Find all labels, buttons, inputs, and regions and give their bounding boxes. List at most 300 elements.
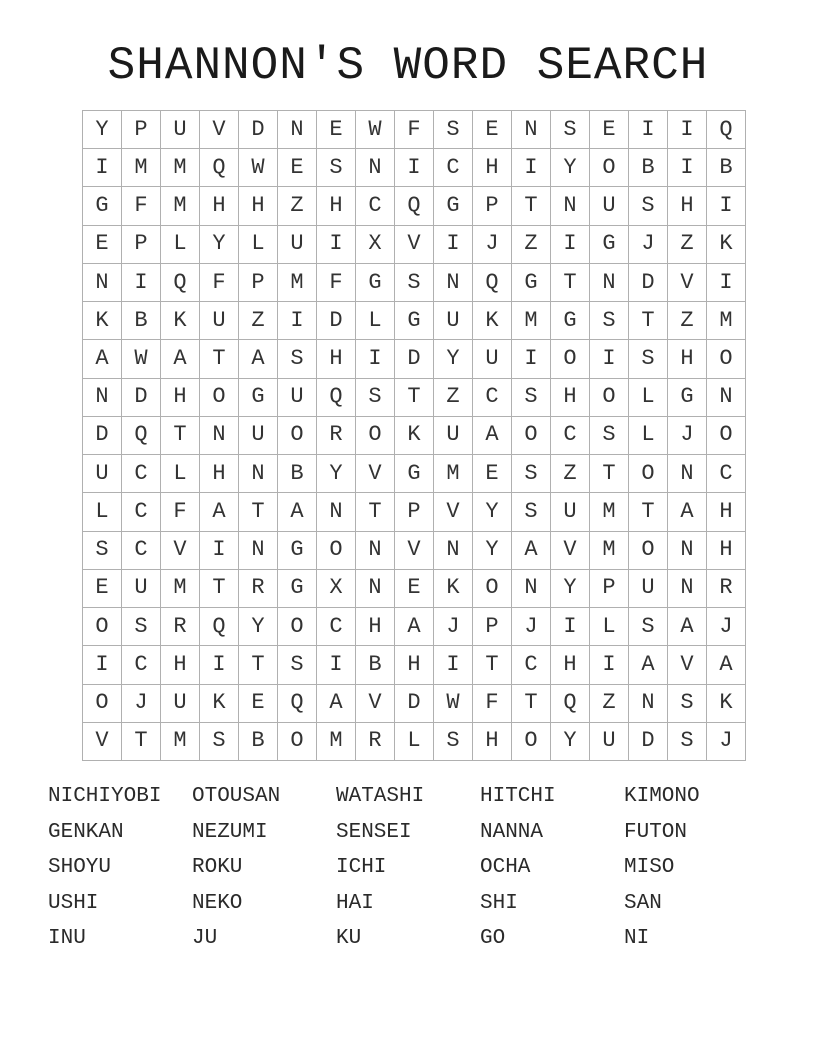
grid-cell[interactable]: I	[707, 187, 746, 225]
grid-cell[interactable]: H	[668, 187, 707, 225]
grid-cell[interactable]: M	[590, 493, 629, 531]
grid-cell[interactable]: K	[707, 225, 746, 263]
grid-cell[interactable]: L	[83, 493, 122, 531]
grid-cell[interactable]: E	[473, 455, 512, 493]
grid-cell[interactable]: S	[551, 111, 590, 149]
grid-cell[interactable]: N	[512, 111, 551, 149]
grid-cell[interactable]: H	[200, 187, 239, 225]
grid-cell[interactable]: U	[161, 111, 200, 149]
grid-cell[interactable]: H	[473, 722, 512, 760]
grid-cell[interactable]: S	[590, 302, 629, 340]
grid-cell[interactable]: L	[629, 416, 668, 454]
grid-cell[interactable]: G	[590, 225, 629, 263]
grid-cell[interactable]: J	[668, 416, 707, 454]
grid-row	[83, 416, 746, 454]
grid-cell[interactable]: B	[707, 149, 746, 187]
grid-cell[interactable]: Z	[512, 225, 551, 263]
grid-cell[interactable]: I	[629, 111, 668, 149]
grid-cell[interactable]: N	[200, 416, 239, 454]
grid-cell[interactable]: C	[122, 646, 161, 684]
grid-cell[interactable]: A	[161, 340, 200, 378]
grid-cell[interactable]: A	[668, 608, 707, 646]
grid-cell[interactable]: N	[239, 455, 278, 493]
grid-cell[interactable]: S	[590, 416, 629, 454]
grid-cell[interactable]: N	[434, 531, 473, 569]
grid-cell[interactable]: A	[512, 531, 551, 569]
grid-cell[interactable]: T	[473, 646, 512, 684]
grid-cell[interactable]: W	[434, 684, 473, 722]
grid-cell[interactable]: O	[707, 340, 746, 378]
grid-cell[interactable]: V	[434, 493, 473, 531]
grid-cell[interactable]: Q	[317, 378, 356, 416]
grid-cell[interactable]: K	[473, 302, 512, 340]
grid-cell[interactable]: D	[629, 263, 668, 301]
grid-cell[interactable]: E	[473, 111, 512, 149]
grid-cell[interactable]: E	[278, 149, 317, 187]
grid-cell[interactable]: U	[278, 378, 317, 416]
grid-cell[interactable]: R	[239, 569, 278, 607]
grid-cell[interactable]: K	[161, 302, 200, 340]
grid-cell[interactable]: A	[668, 493, 707, 531]
grid-cell[interactable]: B	[356, 646, 395, 684]
grid-cell[interactable]: S	[200, 722, 239, 760]
grid-cell[interactable]: T	[356, 493, 395, 531]
grid-cell[interactable]: O	[629, 531, 668, 569]
grid-cell[interactable]: V	[356, 455, 395, 493]
grid-cell[interactable]: G	[668, 378, 707, 416]
grid-cell[interactable]: Y	[83, 111, 122, 149]
grid-cell[interactable]: H	[707, 493, 746, 531]
grid-cell[interactable]: S	[395, 263, 434, 301]
grid-cell[interactable]: I	[707, 263, 746, 301]
grid-cell[interactable]: U	[83, 455, 122, 493]
grid-cell[interactable]: M	[590, 531, 629, 569]
grid-cell[interactable]: H	[239, 187, 278, 225]
grid-cell[interactable]: T	[629, 302, 668, 340]
grid-cell[interactable]: P	[122, 111, 161, 149]
grid-cell[interactable]: A	[629, 646, 668, 684]
grid-cell[interactable]: G	[356, 263, 395, 301]
grid-cell[interactable]: O	[317, 531, 356, 569]
grid-cell[interactable]: I	[434, 225, 473, 263]
grid-cell[interactable]: S	[512, 455, 551, 493]
grid-cell[interactable]: G	[239, 378, 278, 416]
grid-cell[interactable]: K	[434, 569, 473, 607]
grid-cell[interactable]: F	[122, 187, 161, 225]
grid-cell[interactable]: N	[356, 569, 395, 607]
grid-cell[interactable]: L	[161, 225, 200, 263]
grid-cell[interactable]: L	[629, 378, 668, 416]
grid-cell[interactable]: J	[122, 684, 161, 722]
grid-cell[interactable]: M	[161, 569, 200, 607]
grid-cell[interactable]: I	[83, 149, 122, 187]
grid-cell[interactable]: Q	[473, 263, 512, 301]
grid-cell[interactable]: Q	[395, 187, 434, 225]
grid-cell[interactable]: S	[629, 608, 668, 646]
grid-cell[interactable]: J	[629, 225, 668, 263]
grid-cell[interactable]: Y	[434, 340, 473, 378]
grid-cell[interactable]: Y	[317, 455, 356, 493]
grid-row	[83, 187, 746, 225]
grid-cell[interactable]: G	[83, 187, 122, 225]
grid-cell[interactable]: J	[473, 225, 512, 263]
grid-cell[interactable]: T	[200, 340, 239, 378]
grid-cell[interactable]: I	[512, 149, 551, 187]
grid-cell[interactable]: A	[707, 646, 746, 684]
grid-cell[interactable]: C	[512, 646, 551, 684]
grid-cell[interactable]: S	[434, 722, 473, 760]
grid-cell[interactable]: D	[239, 111, 278, 149]
grid-cell[interactable]: B	[122, 302, 161, 340]
grid-cell[interactable]: E	[395, 569, 434, 607]
grid-cell[interactable]: O	[590, 378, 629, 416]
grid-cell[interactable]: I	[83, 646, 122, 684]
grid-cell[interactable]: N	[668, 569, 707, 607]
grid-cell[interactable]: N	[668, 455, 707, 493]
grid-cell[interactable]: E	[590, 111, 629, 149]
grid-cell[interactable]: Q	[200, 149, 239, 187]
grid-cell[interactable]: T	[629, 493, 668, 531]
grid-cell[interactable]: N	[668, 531, 707, 569]
grid-cell[interactable]: A	[395, 608, 434, 646]
grid-cell[interactable]: S	[629, 187, 668, 225]
grid-cell[interactable]: U	[122, 569, 161, 607]
word-list-item: HAI	[336, 891, 374, 915]
grid-cell[interactable]: Q	[122, 416, 161, 454]
grid-cell[interactable]: N	[590, 263, 629, 301]
grid-cell[interactable]: H	[473, 149, 512, 187]
grid-cell[interactable]: U	[629, 569, 668, 607]
grid-cell[interactable]: J	[512, 608, 551, 646]
grid-cell[interactable]: N	[239, 531, 278, 569]
grid-cell[interactable]: A	[200, 493, 239, 531]
grid-cell[interactable]: F	[161, 493, 200, 531]
grid-cell[interactable]: V	[395, 531, 434, 569]
grid-cell[interactable]: S	[668, 684, 707, 722]
grid-cell[interactable]: I	[122, 263, 161, 301]
grid-cell[interactable]: G	[395, 455, 434, 493]
grid-cell[interactable]: U	[434, 416, 473, 454]
grid-cell[interactable]: I	[200, 531, 239, 569]
grid-cell[interactable]: L	[590, 608, 629, 646]
grid-cell[interactable]: V	[200, 111, 239, 149]
grid-cell[interactable]: G	[434, 187, 473, 225]
grid-cell[interactable]: G	[551, 302, 590, 340]
grid-cell[interactable]: V	[83, 722, 122, 760]
grid-cell[interactable]: D	[83, 416, 122, 454]
grid-cell[interactable]: I	[668, 111, 707, 149]
grid-cell[interactable]: A	[473, 416, 512, 454]
grid-cell[interactable]: E	[317, 111, 356, 149]
grid-cell[interactable]: C	[122, 531, 161, 569]
grid-cell[interactable]: X	[356, 225, 395, 263]
grid-cell[interactable]: S	[434, 111, 473, 149]
grid-cell[interactable]: Q	[551, 684, 590, 722]
grid-cell[interactable]: V	[668, 263, 707, 301]
grid-cell[interactable]: H	[551, 646, 590, 684]
grid-cell[interactable]: T	[512, 187, 551, 225]
grid-cell[interactable]: Y	[239, 608, 278, 646]
grid-cell[interactable]: W	[239, 149, 278, 187]
grid-cell[interactable]: O	[278, 608, 317, 646]
grid-cell[interactable]: R	[707, 569, 746, 607]
grid-cell[interactable]: C	[551, 416, 590, 454]
grid-cell[interactable]: U	[200, 302, 239, 340]
grid-cell[interactable]: N	[83, 378, 122, 416]
grid-cell[interactable]: N	[83, 263, 122, 301]
grid-cell[interactable]: U	[590, 722, 629, 760]
grid-cell[interactable]: R	[161, 608, 200, 646]
grid-cell[interactable]: H	[707, 531, 746, 569]
grid-cell[interactable]: N	[317, 493, 356, 531]
grid-cell[interactable]: L	[395, 722, 434, 760]
grid-cell[interactable]: I	[278, 302, 317, 340]
grid-cell[interactable]: M	[278, 263, 317, 301]
grid-cell[interactable]: W	[122, 340, 161, 378]
grid-cell[interactable]: H	[356, 608, 395, 646]
grid-cell[interactable]: Q	[200, 608, 239, 646]
grid-cell[interactable]: P	[473, 187, 512, 225]
grid-cell[interactable]: H	[317, 187, 356, 225]
grid-cell[interactable]: J	[434, 608, 473, 646]
grid-cell[interactable]: Y	[551, 722, 590, 760]
word-list-item: OCHA	[480, 856, 531, 880]
grid-cell[interactable]: N	[551, 187, 590, 225]
grid-cell[interactable]: V	[161, 531, 200, 569]
grid-cell[interactable]: L	[161, 455, 200, 493]
grid-cell[interactable]: O	[551, 340, 590, 378]
grid-cell[interactable]: S	[278, 340, 317, 378]
grid-cell[interactable]: I	[395, 149, 434, 187]
grid-cell[interactable]: O	[512, 416, 551, 454]
grid-cell[interactable]: Z	[434, 378, 473, 416]
grid-cell[interactable]: K	[707, 684, 746, 722]
grid-cell[interactable]: N	[512, 569, 551, 607]
grid-cell[interactable]: G	[278, 531, 317, 569]
grid-cell[interactable]: K	[395, 416, 434, 454]
grid-cell[interactable]: C	[434, 149, 473, 187]
grid-cell[interactable]: H	[317, 340, 356, 378]
grid-cell[interactable]: H	[161, 378, 200, 416]
grid-cell[interactable]: U	[278, 225, 317, 263]
grid-cell[interactable]: F	[395, 111, 434, 149]
grid-cell[interactable]: U	[239, 416, 278, 454]
grid-cell[interactable]: V	[395, 225, 434, 263]
grid-cell[interactable]: Y	[551, 569, 590, 607]
grid-cell[interactable]: V	[356, 684, 395, 722]
grid-cell[interactable]: H	[200, 455, 239, 493]
grid-cell[interactable]: Y	[473, 531, 512, 569]
grid-cell[interactable]: O	[707, 416, 746, 454]
grid-cell[interactable]: N	[707, 378, 746, 416]
grid-cell[interactable]: M	[161, 187, 200, 225]
word-list-item: HITCHI	[480, 785, 556, 809]
grid-cell[interactable]: I	[317, 646, 356, 684]
grid-cell[interactable]: M	[317, 722, 356, 760]
grid-cell[interactable]: N	[278, 111, 317, 149]
grid-cell[interactable]: J	[707, 608, 746, 646]
grid-cell[interactable]: C	[356, 187, 395, 225]
grid-cell[interactable]: T	[512, 684, 551, 722]
grid-cell[interactable]: O	[83, 684, 122, 722]
grid-cell[interactable]: D	[317, 302, 356, 340]
grid-cell[interactable]: Y	[551, 149, 590, 187]
grid-cell[interactable]: S	[512, 378, 551, 416]
grid-cell[interactable]: T	[590, 455, 629, 493]
grid-cell[interactable]: I	[434, 646, 473, 684]
grid-cell[interactable]: S	[629, 340, 668, 378]
grid-cell[interactable]: U	[551, 493, 590, 531]
grid-cell[interactable]: F	[473, 684, 512, 722]
grid-cell[interactable]: P	[122, 225, 161, 263]
grid-cell[interactable]: L	[356, 302, 395, 340]
grid-cell[interactable]: O	[629, 455, 668, 493]
grid-cell[interactable]: K	[200, 684, 239, 722]
grid-row	[83, 302, 746, 340]
grid-cell[interactable]: O	[356, 416, 395, 454]
grid-cell[interactable]: M	[434, 455, 473, 493]
grid-cell[interactable]: A	[239, 340, 278, 378]
grid-cell[interactable]: L	[239, 225, 278, 263]
grid-cell[interactable]: O	[278, 722, 317, 760]
grid-cell[interactable]: T	[122, 722, 161, 760]
grid-cell[interactable]: I	[590, 646, 629, 684]
grid-cell[interactable]: Q	[278, 684, 317, 722]
grid-row	[83, 722, 746, 760]
grid-cell[interactable]: C	[122, 455, 161, 493]
grid-cell[interactable]: U	[161, 684, 200, 722]
grid-cell[interactable]: R	[317, 416, 356, 454]
grid-cell[interactable]: Z	[551, 455, 590, 493]
grid-cell[interactable]: C	[122, 493, 161, 531]
grid-cell[interactable]: Z	[590, 684, 629, 722]
grid-cell[interactable]: T	[161, 416, 200, 454]
grid-cell[interactable]: D	[395, 340, 434, 378]
grid-cell[interactable]: S	[356, 378, 395, 416]
grid-cell[interactable]: N	[356, 149, 395, 187]
grid-cell[interactable]: P	[590, 569, 629, 607]
grid-cell[interactable]: C	[473, 378, 512, 416]
grid-cell[interactable]: M	[161, 149, 200, 187]
grid-cell[interactable]: I	[551, 608, 590, 646]
grid-cell[interactable]: U	[473, 340, 512, 378]
grid-cell[interactable]: I	[668, 149, 707, 187]
word-list-item: KU	[336, 927, 362, 951]
grid-cell[interactable]: A	[83, 340, 122, 378]
grid-cell[interactable]: E	[83, 569, 122, 607]
grid-cell[interactable]: E	[239, 684, 278, 722]
grid-cell[interactable]: H	[395, 646, 434, 684]
grid-cell[interactable]: N	[629, 684, 668, 722]
grid-cell[interactable]: G	[512, 263, 551, 301]
grid-cell[interactable]: M	[161, 722, 200, 760]
grid-cell[interactable]: O	[512, 722, 551, 760]
grid-cell[interactable]: F	[200, 263, 239, 301]
grid-cell[interactable]: P	[395, 493, 434, 531]
grid-cell[interactable]: U	[434, 302, 473, 340]
grid-cell[interactable]: C	[707, 455, 746, 493]
grid-cell[interactable]: Y	[473, 493, 512, 531]
grid-cell[interactable]: P	[473, 608, 512, 646]
grid-cell[interactable]: K	[83, 302, 122, 340]
grid-cell[interactable]: I	[317, 225, 356, 263]
grid-cell[interactable]: B	[278, 455, 317, 493]
grid-cell[interactable]: O	[200, 378, 239, 416]
grid-cell[interactable]: O	[473, 569, 512, 607]
grid-cell[interactable]: C	[317, 608, 356, 646]
grid-cell[interactable]: Q	[161, 263, 200, 301]
grid-cell[interactable]: M	[512, 302, 551, 340]
grid-cell[interactable]: D	[395, 684, 434, 722]
grid-cell[interactable]: G	[395, 302, 434, 340]
grid-cell[interactable]: J	[707, 722, 746, 760]
word-list-item: SHI	[480, 891, 518, 915]
grid-cell[interactable]: N	[356, 531, 395, 569]
grid-cell[interactable]: S	[317, 149, 356, 187]
grid-cell[interactable]: Z	[668, 225, 707, 263]
grid-cell[interactable]: H	[668, 340, 707, 378]
grid-cell[interactable]: Z	[668, 302, 707, 340]
grid-cell[interactable]: V	[551, 531, 590, 569]
grid-cell[interactable]: P	[239, 263, 278, 301]
grid-cell[interactable]: E	[83, 225, 122, 263]
grid-cell[interactable]: Y	[200, 225, 239, 263]
grid-cell[interactable]: D	[629, 722, 668, 760]
grid-cell[interactable]: W	[356, 111, 395, 149]
grid-cell[interactable]: V	[668, 646, 707, 684]
grid-cell[interactable]: B	[239, 722, 278, 760]
grid-cell[interactable]: T	[551, 263, 590, 301]
grid-cell[interactable]: Z	[239, 302, 278, 340]
grid-cell[interactable]: O	[83, 608, 122, 646]
grid-cell[interactable]: S	[278, 646, 317, 684]
grid-cell[interactable]: F	[317, 263, 356, 301]
grid-cell[interactable]: X	[317, 569, 356, 607]
grid-cell[interactable]: U	[590, 187, 629, 225]
grid-cell[interactable]: S	[512, 493, 551, 531]
grid-cell[interactable]: I	[356, 340, 395, 378]
grid-cell[interactable]: Z	[278, 187, 317, 225]
grid-cell[interactable]: I	[590, 340, 629, 378]
grid-cell[interactable]: G	[278, 569, 317, 607]
grid-cell[interactable]: S	[122, 608, 161, 646]
grid-cell[interactable]: N	[434, 263, 473, 301]
grid-cell[interactable]: T	[239, 646, 278, 684]
grid-cell[interactable]: I	[200, 646, 239, 684]
grid-cell[interactable]: I	[551, 225, 590, 263]
grid-cell[interactable]: H	[551, 378, 590, 416]
grid-cell[interactable]: T	[395, 378, 434, 416]
grid-cell[interactable]: R	[356, 722, 395, 760]
grid-cell[interactable]: O	[590, 149, 629, 187]
grid-cell[interactable]: B	[629, 149, 668, 187]
grid-cell[interactable]: T	[200, 569, 239, 607]
grid-cell[interactable]: S	[83, 531, 122, 569]
grid-cell[interactable]: I	[512, 340, 551, 378]
grid-cell[interactable]: A	[317, 684, 356, 722]
grid-cell[interactable]: H	[161, 646, 200, 684]
grid-cell[interactable]: M	[122, 149, 161, 187]
word-list-item: ICHI	[336, 856, 387, 880]
grid-cell[interactable]: T	[239, 493, 278, 531]
word-list-item: USHI	[48, 891, 99, 915]
grid-cell[interactable]: O	[278, 416, 317, 454]
grid-cell[interactable]: S	[668, 722, 707, 760]
grid-cell[interactable]: M	[707, 302, 746, 340]
grid-cell[interactable]: A	[278, 493, 317, 531]
grid-cell[interactable]: D	[122, 378, 161, 416]
grid-cell[interactable]: Q	[707, 111, 746, 149]
